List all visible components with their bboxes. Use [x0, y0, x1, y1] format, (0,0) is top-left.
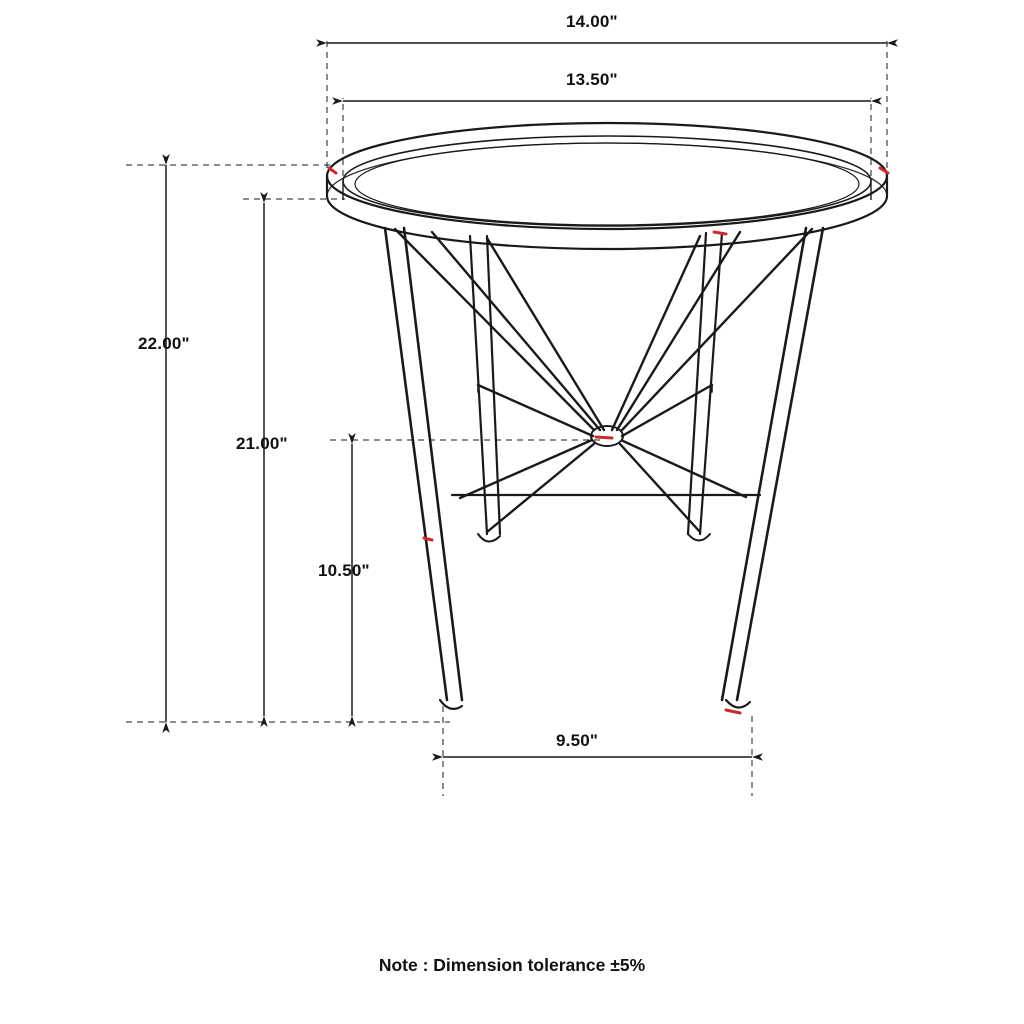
dim-label-foot-span-width: 9.50"	[556, 731, 599, 750]
dim-label-table-height: 21.00"	[236, 434, 288, 453]
dimension-lines	[166, 43, 887, 757]
dim-label-top-inner-width: 13.50"	[566, 70, 618, 89]
tolerance-note: Note : Dimension tolerance ±5%	[378, 955, 646, 975]
table-base-frame	[385, 228, 823, 709]
starburst-spokes	[395, 229, 812, 532]
table-top	[327, 123, 887, 249]
dim-label-top-outer-width: 14.00"	[566, 12, 618, 31]
dim-label-overall-height: 22.00"	[138, 334, 190, 353]
dim-label-base-hub-height: 10.50"	[318, 561, 370, 580]
